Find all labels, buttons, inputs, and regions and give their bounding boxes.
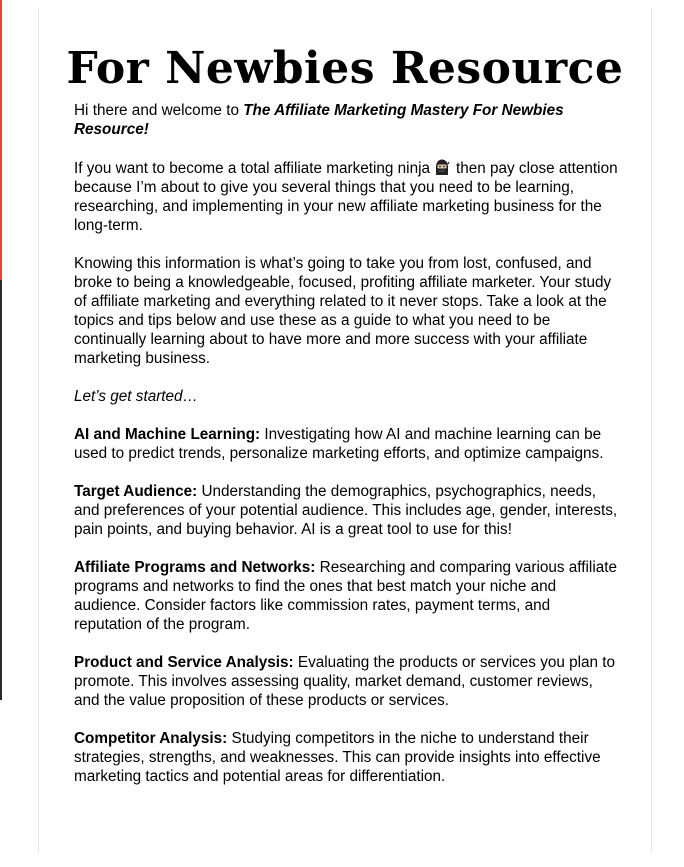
topic-item (74, 558, 619, 634)
lead-in-text: Let’s get started… (74, 388, 198, 405)
topic-description: Researching and comparing various affiliate programs and networks to find the ones that best match your niche and audience. Consider factors like commission rates, payment terms, and reputation of the program. (74, 559, 617, 633)
topic-item (74, 729, 619, 786)
ninja-paragraph-rest: then pay close attention because I’m about to give you several things that you need to be learning, researching, and implementing in your new affiliate marketing business for the long-term. (74, 160, 618, 234)
left-edge-accent (0, 0, 2, 700)
topic-term: Affiliate Programs and Networks: (74, 559, 316, 576)
document-page (38, 8, 652, 853)
ninja-paragraph (74, 158, 619, 235)
topic-term: Competitor Analysis: (74, 730, 228, 747)
topic-description: Understanding the demographics, psychographics, needs, and preferences of your potential audience. This includes age, gender, interests, pain points, and buying behavior. AI is a great tool to use for this! (74, 483, 618, 538)
intro-paragraph (74, 101, 619, 139)
topic-term: Product and Service Analysis: (74, 654, 294, 671)
ninja-icon (434, 158, 450, 176)
topic-description: Studying competitors in the niche to understand their strategies, strengths, and weaknesses. This can provide insights into effective marketing tactics and potential areas for differentiation. (74, 730, 601, 785)
intro-greeting: Hi there and welcome to (74, 102, 244, 119)
topic-term: Target Audience: (74, 483, 198, 500)
study-paragraph: Knowing this information is what’s going to take you from lost, confused, and broke to being a knowledgeable, focused, profiting affiliate marketer. Your study of affiliate marketing and everything related to it never stops. Take a look at the topics and tips below and use these as a guide to what you need to be continually learning about to have more and more success with your affiliate marketing business. (74, 255, 612, 367)
topic-item (74, 425, 619, 463)
topic-description: Investigating how AI and machine learning can be used to predict trends, personalize marketing efforts, and optimize campaigns. (74, 426, 604, 462)
resource-name: The Affiliate Marketing Mastery For Newbies Resource! (74, 102, 564, 138)
topic-term: AI and Machine Learning: (74, 426, 261, 443)
document-body (74, 101, 619, 805)
ninja-paragraph-start: If you want to become a total affiliate marketing ninja (74, 160, 430, 177)
topic-item (74, 482, 619, 539)
topic-item (74, 653, 619, 710)
topic-description: Evaluating the products or services you plan to promote. This involves assessing quality, market demand, customer reviews, and the value proposition of these products or services. (74, 654, 616, 709)
page-title: For Newbies Resource (66, 43, 624, 95)
